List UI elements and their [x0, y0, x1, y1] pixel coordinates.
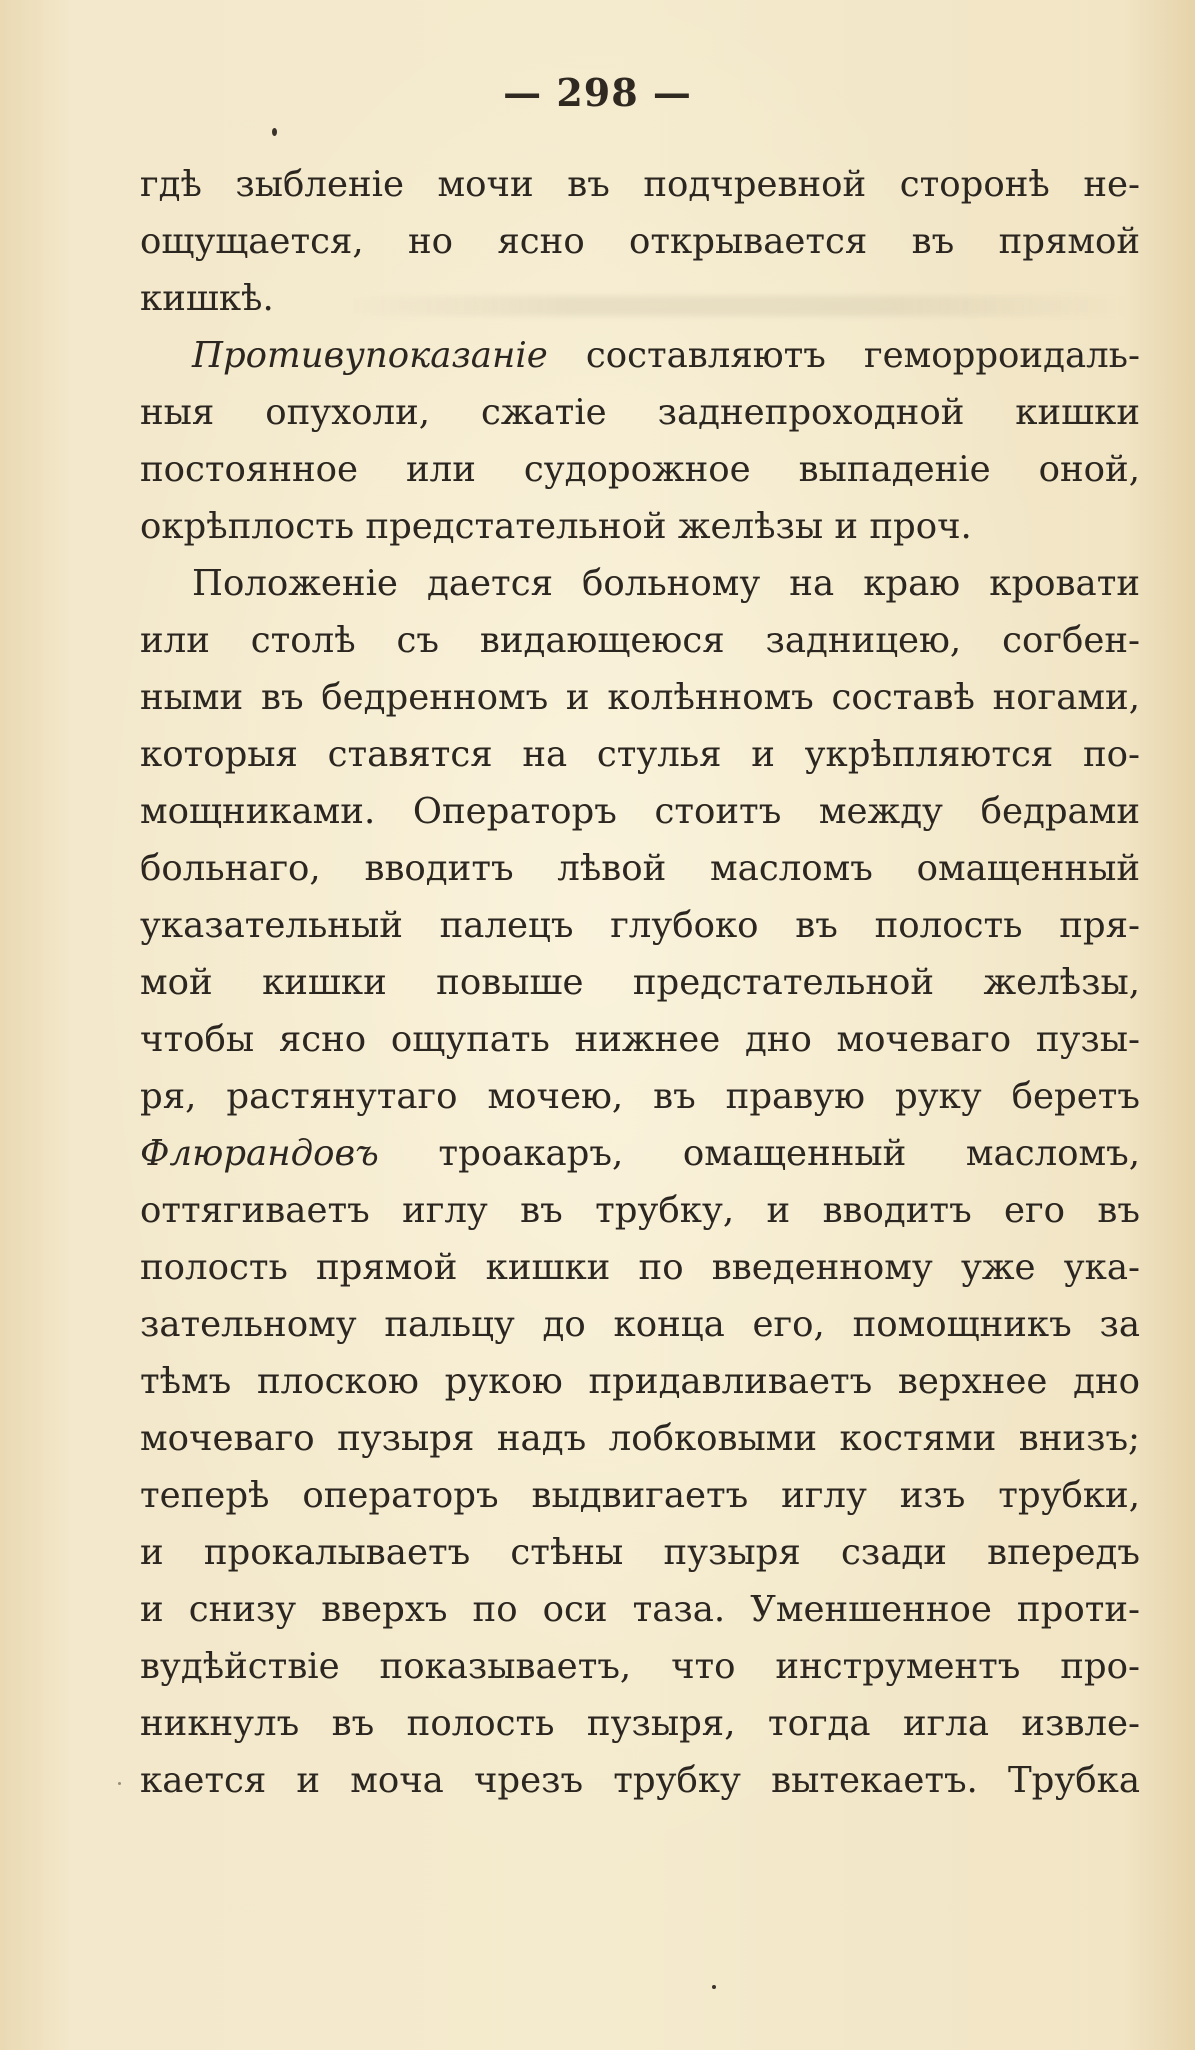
text-line: теперѣ операторъ выдвигаетъ иглу изъ трубки, [140, 1475, 1140, 1516]
text-line: больнаго, вводитъ лѣвой масломъ омащенный [140, 848, 1140, 889]
text-line: Противупоказаніе составляютъ геморроидаль- [192, 335, 1140, 376]
text-line: оттягиваетъ иглу въ трубку, и вводитъ его въ [140, 1190, 1140, 1231]
text-line: которыя ставятся на стулья и укрѣпляются по- [140, 734, 1140, 775]
body-text [140, 156, 1140, 1809]
ink-speck [712, 1985, 716, 1989]
text-line: кишкѣ. [140, 278, 274, 319]
italic-term: Флюрандовъ [140, 1133, 379, 1174]
text-line: ными въ бедренномъ и колѣнномъ составѣ ногами, [140, 677, 1140, 718]
text-line: чтобы ясно ощупать нижнее дно мочеваго пузы- [140, 1019, 1140, 1060]
text-line: тѣмъ плоскою рукою придавливаетъ верхнее дно [140, 1361, 1140, 1402]
text-line: ныя опухоли, сжатіе заднепроходной кишки [140, 392, 1140, 433]
text-line: вудѣйствіе показываетъ, что инструментъ про- [140, 1646, 1140, 1687]
text-line: Флюрандовъ троакаръ, омащенный масломъ, [140, 1133, 1140, 1174]
text-line: указательный палецъ глубоко въ полость пря- [140, 905, 1140, 946]
text-line: окрѣплость предстательной желѣзы и проч. [140, 506, 972, 547]
text-line: мочеваго пузыря надъ лобковыми костями внизъ; [140, 1418, 1140, 1459]
text-line: гдѣ зыбленіе мочи въ подчревной сторонѣ не- [140, 164, 1140, 205]
text-line: Положеніе дается больному на краю кровати [192, 563, 1140, 604]
text-line: зательному пальцу до конца его, помощникъ за [140, 1304, 1140, 1345]
ink-speck [118, 1782, 121, 1785]
ink-speck [272, 128, 277, 136]
text-line: постоянное или судорожное выпаденіе оной, [140, 449, 1140, 490]
text-line: ря, растянутаго мочею, въ правую руку беретъ [140, 1076, 1140, 1117]
italic-term: Противупоказаніе [192, 335, 548, 376]
text-line: и прокалываетъ стѣны пузыря сзади впередъ [140, 1532, 1140, 1573]
text-line: полость прямой кишки по введенному уже ука- [140, 1247, 1140, 1288]
text-line: мощниками. Операторъ стоитъ между бедрами [140, 791, 1140, 832]
text-line: мой кишки повыше предстательной желѣзы, [140, 962, 1140, 1003]
text-line: никнулъ въ полость пузыря, тогда игла извле- [140, 1703, 1140, 1744]
text-line: и снизу вверхъ по оси таза. Уменшенное проти- [140, 1589, 1140, 1630]
text-line: кается и моча чрезъ трубку вытекаетъ. Трубка [140, 1760, 1140, 1801]
text-line: или столѣ съ видающеюся задницею, согбен- [140, 620, 1140, 661]
page-number: — 298 — [503, 70, 692, 115]
text-line: ощущается, но ясно открывается въ прямой [140, 221, 1140, 262]
